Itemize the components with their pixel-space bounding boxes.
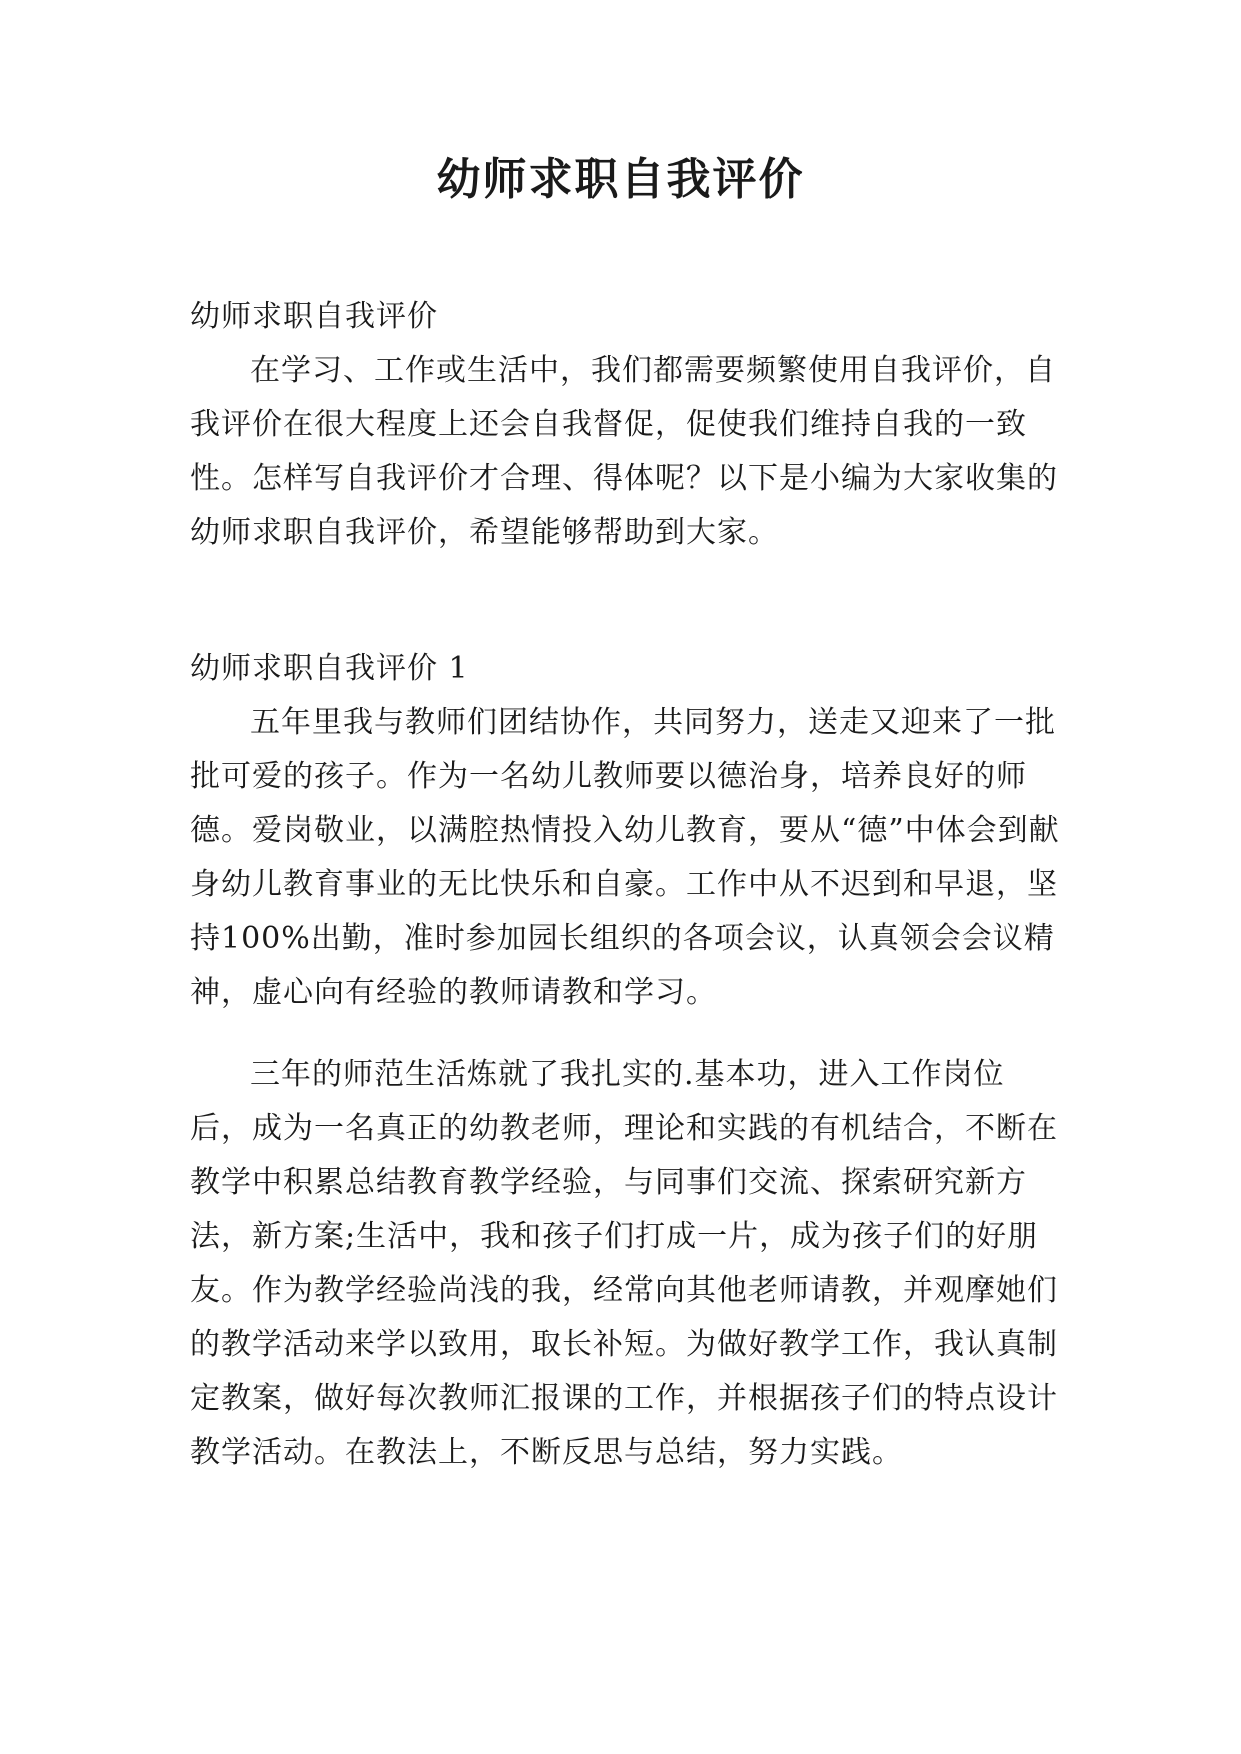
intro-paragraph: 在学习、工作或生活中，我们都需要频繁使用自我评价，自我评价在很大程度上还会自我督促，促使我们维持自我的一致性。怎样写自我评价才合理、得体呢？以下是小编为大家收集的幼师求职自我评价，希望能够帮助到大家。 — [190, 353, 1058, 550]
intro-heading: 幼师求职自我评价 — [190, 299, 438, 334]
section-1-paragraph-1: 五年里我与教师们团结协作，共同努力，送走又迎来了一批批可爱的孩子。作为一名幼儿教师要以德治身，培养良好的师德。爱岗敬业，以满腔热情投入幼儿教育，要从“德”中体会到献身幼儿教育事业的无比快乐和自豪。工作中从不迟到和早退，坚持100%出勤，准时参加园长组织的各项会议，认真领会会议精神，虚心向有经验的教师请教和学习。 — [190, 705, 1060, 1010]
section-1-paragraph-2: 三年的师范生活炼就了我扎实的.基本功，进入工作岗位后，成为一名真正的幼教老师，理论和实践的有机结合，不断在教学中积累总结教育教学经验，与同事们交流、探索研究新方法，新方案;生活中，我和孩子们打成一片，成为孩子们的好朋友。作为教学经验尚浅的我，经常向其他老师请教，并观摩她们的教学活动来学以致用，取长补短。为做好教学工作，我认真制定教案，做好每次教师汇报课的工作，并根据孩子们的特点设计教学活动。在教法上，不断反思与总结，努力实践。 — [190, 1057, 1058, 1470]
section-1-heading: 幼师求职自我评价 1 — [190, 651, 469, 686]
document-title: 幼师求职自我评价 — [436, 154, 805, 205]
